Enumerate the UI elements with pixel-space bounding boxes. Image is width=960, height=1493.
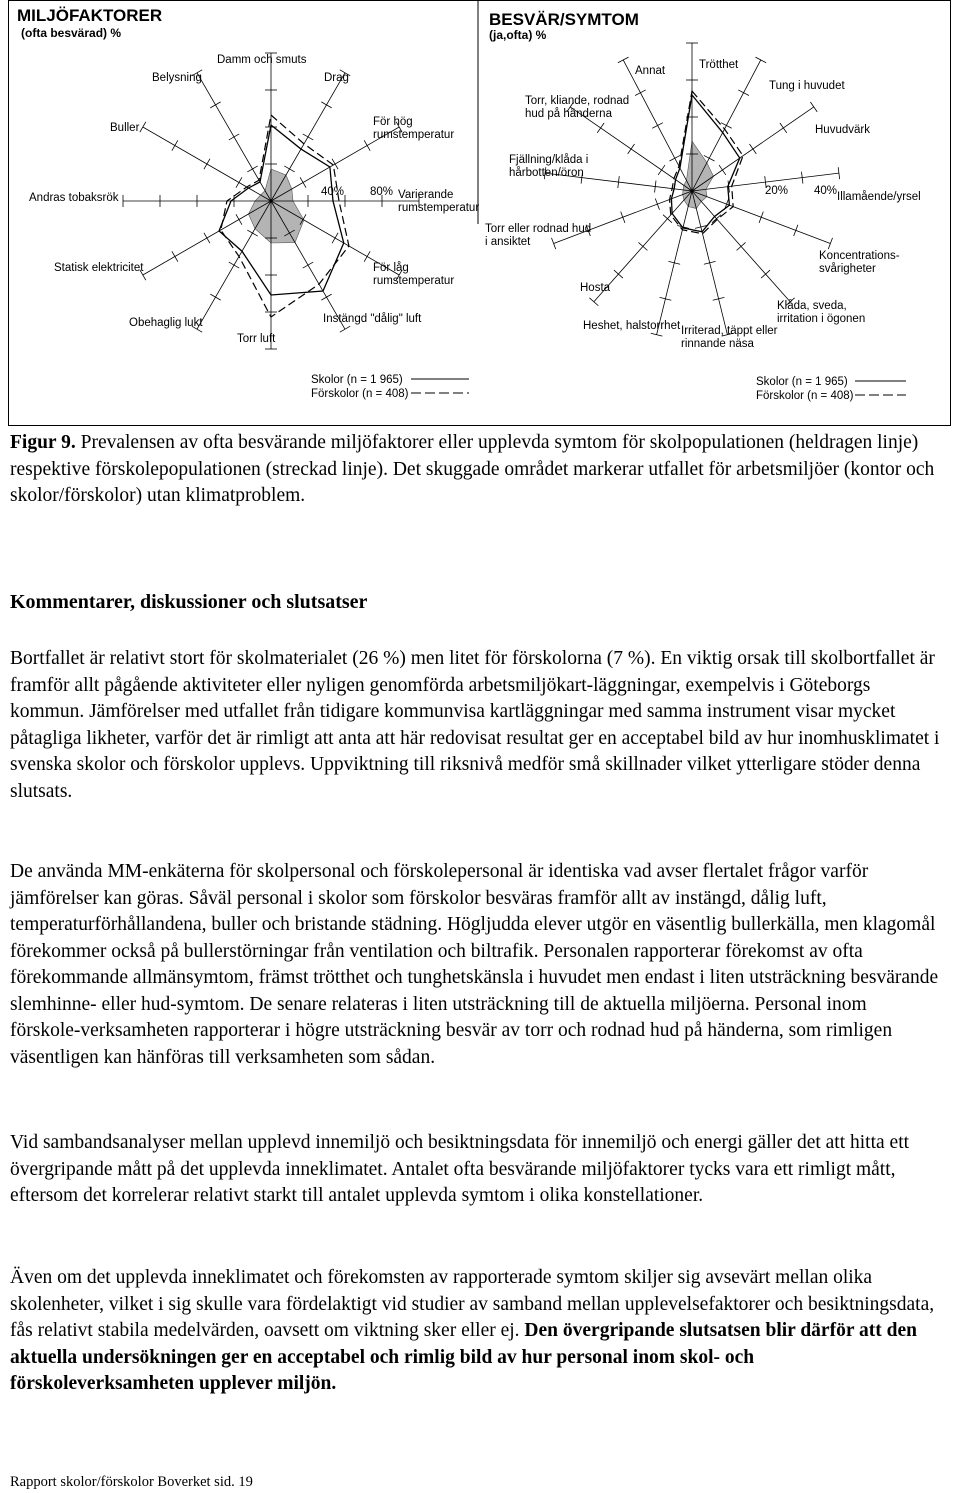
axis-label-obehaglig: Obehaglig lukt [129,317,203,329]
left-tick [364,140,370,150]
axis-label-koncentration-line1: Koncentrations- [819,250,900,262]
axis-label-statisk: Statisk elektricitet [54,262,144,274]
axis-label-torr-hud-ansikte-line1: Torr eller rodnad hud [485,223,592,235]
left-legend-schools: Skolor (n = 1 965) [311,374,403,386]
axis-label-for-lag-line1: För låg [373,262,409,274]
axis-label-nasa-line2: rinnande näsa [681,338,754,350]
left-scale-40: 40% [321,186,345,198]
left-panel-subtitle: (ofta besvärad) % [21,26,122,40]
axis-label-torr-hud-hander [525,95,632,120]
left-tick [172,251,178,261]
axis-label-torr-hud-ansikte-line2: i ansiktet [485,236,531,248]
paragraph-4-text: Även om det upplevda inneklimatet och förekomsten av rapporterade symtom skiljer sig avsevärt mellan olika skolenheter, vilket i sig skulle vara fördelaktigt vid studier av samband mellan upplevelsefaktorer och besiktningsdata, fås relativt stabila medelvärden, oavsett om viktning sker eller ej. [10,1267,935,1341]
left-tick [247,230,257,236]
right-scale-20: 20% [765,185,789,197]
right-tick [635,90,646,96]
paragraph-2: De använda MM-enkäterna för skolpersonal och förskolepersonal är identiska vad avser flertalet frågor varför jämförelser kan göras. Såväl personal i skolor som förskolor besväras framför allt av instängd, dålig luft, temperaturförhållandena, buller och bristande städning. Högljudda elever utgör en väsentlig bullerkälla, men klagomål förekommer också på bullerstörningar från ventilation och biltrafik. Personalen rapporterar förekomst av ofta förekommande allmänsymtom, främst trötthet och tunghetskänsla i huvudet men endast i liten utsträckning besvärande slemhinne- eller hud-symtom. De senare relateras i liten utsträckning till de aktuella miljöerna. Personal inom förskole-verksamheten rapporterar i högre utsträckning besvär av torr och rodnad hud på händerna, som rimligen väsentligen kan hänföras till verksamheten som sådan. [10,861,939,1068]
axis-label-buller: Buller [110,122,140,134]
axis-label-heshet: Heshet, halstorrhet [583,320,681,332]
figure-caption [10,430,940,510]
axis-label-trotthet: Trötthet [699,59,739,71]
axis-label-klada-line1: Klåda, sveda, [777,300,847,312]
axis-label-fjallning-line2: hårbotten/öron [509,167,584,179]
axis-label-klada [777,300,865,325]
left-tick [321,294,331,300]
axis-label-varierande-line1: Varierande [398,189,454,201]
right-tick [761,270,770,278]
right-tick [759,212,763,223]
right-tick [721,123,732,129]
caption-label: Figur 9. [10,432,76,453]
right-scale-40: 40% [814,185,838,197]
axis-label-tung: Tung i huvudet [769,80,845,92]
axis-label-for-lag-line2: rumstemperatur [373,275,455,287]
axis-label-instangd: Instängd "dålig" luft [323,313,422,325]
axis-label-torr-luft: Torr luft [237,333,276,345]
axis-label-koncentration [819,250,903,275]
right-tick [589,298,598,306]
right-tick [810,102,817,112]
axis-label-for-hog-line1: För hög [373,116,413,128]
right-tick [663,215,672,223]
axis-label-nasa [681,325,781,350]
left-tick [210,102,220,108]
left-tick [229,134,239,140]
axis-label-huvudvark: Huvudvärk [815,124,870,136]
right-legend-preschools: Förskolor (n = 408) [756,390,854,402]
axis-label-hosta: Hosta [580,282,611,294]
right-tick [738,90,749,96]
right-tick [755,57,766,63]
right-tick [655,199,659,210]
axis-label-varierande-line2: rumstemperatur [398,202,480,214]
paragraph-4-conclusion: Den övergripande slutsatsen blir därför att den aktuella undersökningen ger en acceptabel och rimlig bild av hur personal inom skol- och förskoleverksamheten upplever miljön. [10,1320,917,1394]
left-shaded-reference-area [248,169,303,243]
left-tick [284,166,294,172]
caption-text: Prevalensen av ofta besvärande miljöfaktorer eller upplevda symtom för skolpopulationen (heldragen linje) respektive förskolepopulationen (streckad linje). Det skuggade området markerar utfallet för arbetsmiljöer (kontor och skolor/förskolor) utan klimatproblem. [10,432,935,506]
right-tick [794,225,798,236]
right-tick [597,123,604,133]
left-scale-80: 80% [370,186,394,198]
left-tick [332,233,338,243]
axis-label-tobaksrok: Andras tobaksrök [29,192,119,204]
left-tick [300,177,306,187]
radar-chart-area [9,1,952,427]
section-heading: Kommentarer, diskussioner och slutsatser [10,591,368,613]
right-tick [652,123,663,129]
left-tick [303,262,313,268]
left-tick [364,251,370,261]
axis-label-illamaende: Illamående/yrsel [837,191,921,203]
axis-label-nasa-line1: Irriterad, täppt eller [681,325,778,337]
paragraph-1: Bortfallet är relativt stort för skolmaterialet (26 %) men litet för förskolorna (7 %). En viktig orsak till skolbortfallet är framför allt pågående aktiviteter eller nyligen genomförda arbetsmiljökart-läggningar, exempelvis i Göteborgs kommun. Jämförelser med utfallet från tidigare kommunvisa kartläggningar med samma instrument visar mycket påtagliga likheter, varför det är rimligt att anta att här redovisat resultat ger en acceptabel bild av hur inomhusklimatet i svenska skolor och förskolor upplevs. Uppviktning till riksnivå medför små skillnader vilket ytterligare stöder denna slutsats. [10,648,940,802]
right-tick [669,155,680,161]
axis-label-klada-line2: irritation i ögonen [777,313,866,325]
axis-label-drag: Drag [324,72,349,84]
left-legend-preschools: Förskolor (n = 408) [311,388,409,400]
right-tick [621,212,625,223]
right-tick [737,242,746,250]
axis-label-for-hog [373,116,454,141]
right-panel-title: BESVÄR/SYMTOM [489,10,639,29]
axis-label-fjallning [509,154,591,179]
left-tick [210,294,220,300]
left-tick [321,102,331,108]
axis-label-torr-hud-hander-line2: hud på händerna [525,108,612,120]
left-tick [236,177,242,187]
axis-label-for-lag [373,262,454,287]
axis-label-annat: Annat [635,65,666,77]
left-tick [204,159,210,169]
left-panel-title: MILJÖFAKTORER [17,6,163,25]
right-tick [658,165,665,175]
figure-9-radar-charts [8,0,951,426]
left-tick [140,122,146,132]
left-tick [340,326,350,332]
right-tick [780,123,787,133]
right-tick [614,270,623,278]
right-tick [638,242,647,250]
right-panel-subtitle: (ja,ofta) % [489,28,547,42]
right-tick [618,57,629,63]
axis-label-belysning: Belysning [152,72,202,84]
axis-label-torr-hud-ansikte [485,223,594,248]
page-footer: Rapport skolor/förskolor Boverket sid. 19 [10,1474,253,1490]
axis-label-fjallning-line1: Fjällning/klåda i [509,154,589,166]
left-tick [229,262,239,268]
axis-label-for-hog-line2: rumstemperatur [373,129,455,141]
left-tick [247,166,257,172]
left-radar-chart [123,53,419,349]
right-tick [828,238,832,249]
right-tick [719,165,726,175]
axis-label-varierande [398,189,479,214]
right-tick [551,238,555,249]
axis-label-torr-hud-hander-line1: Torr, kliande, rodnad [525,95,630,107]
left-tick [204,233,210,243]
right-legend-schools: Skolor (n = 1 965) [756,376,848,388]
axis-label-koncentration-line2: svårigheter [819,263,876,275]
right-tick [749,144,756,154]
axis-label-damm: Damm och smuts [217,54,307,66]
left-tick [236,214,242,224]
paragraph-4 [10,1265,940,1398]
left-tick [303,134,313,140]
paragraph-3: Vid sambandsanalyser mellan upplevd innemiljö och besiktningsdata för innemiljö och energi gäller det att hitta ett övergripande mått på det upplevda inneklimatet. Antalet ofta besvärande miljöfaktorer tycks vara ett rimligt mått, eftersom det korrelerar relativt starkt till antalet upplevda symtom i olika konstellationer. [10,1132,910,1206]
right-tick [628,144,635,154]
left-tick [172,140,178,150]
